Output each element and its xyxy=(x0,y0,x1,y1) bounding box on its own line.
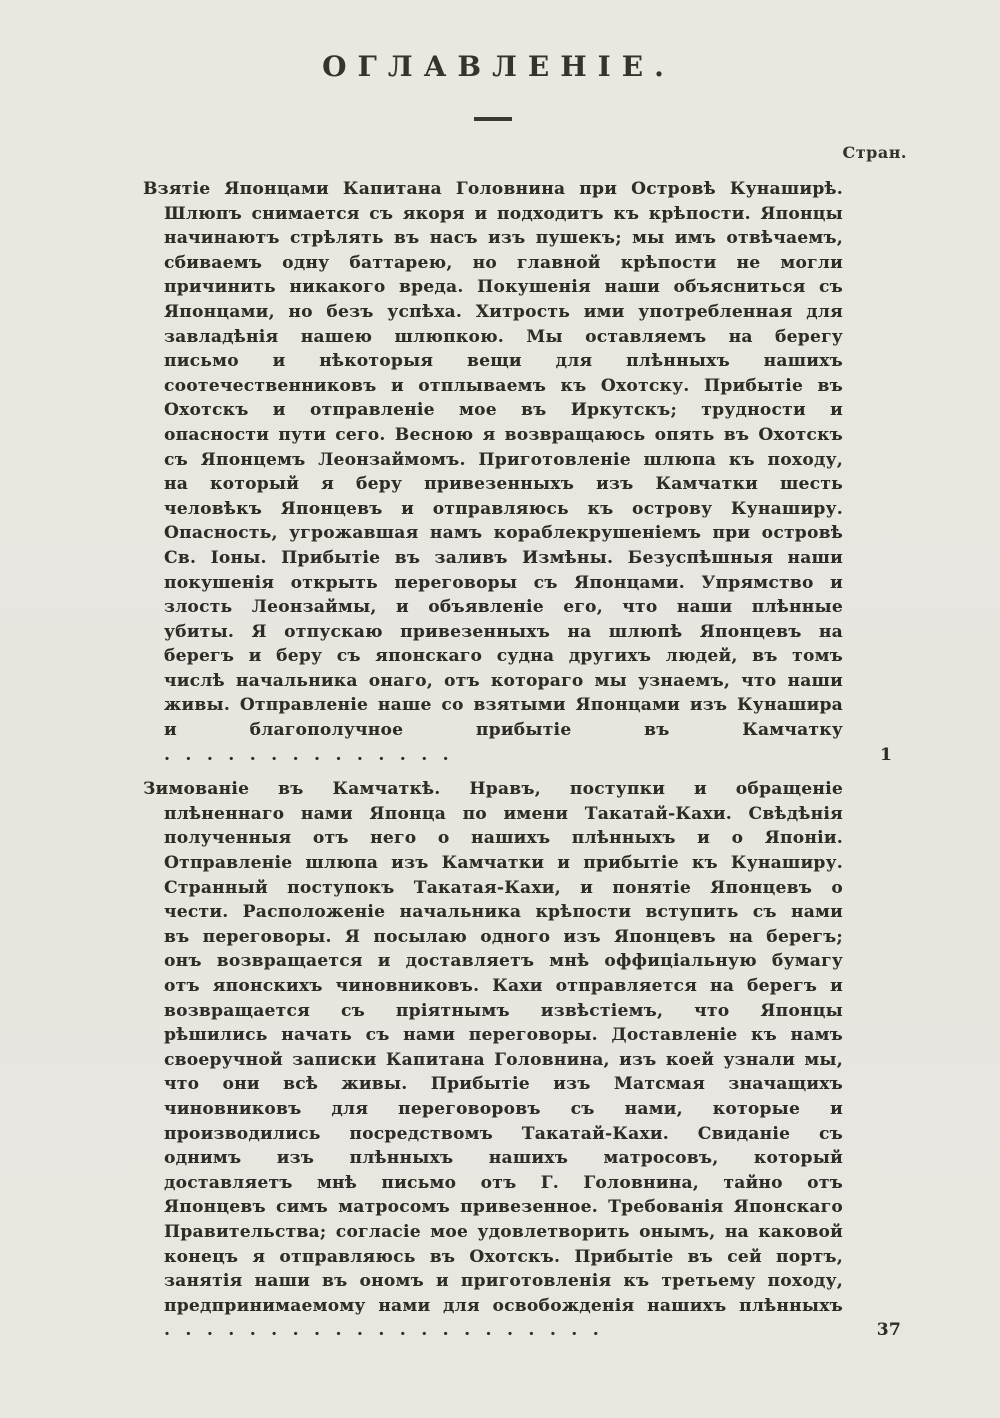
toc-entry-text xyxy=(143,777,901,1343)
toc-entry-body: Зимованіе въ Камчаткѣ. Нравъ, поступки и обращеніе плѣненнаго нами Японца по имени Такатай-Кахи. Свѣдѣнія полученныя отъ него о нашихъ плѣнныхъ и о Японіи. Отправленіе шлюпа изъ Камчатки и прибытіе къ Кунаширу. Странный поступокъ Такатая-Кахи, и понятіе Японцевъ о чести. Расположеніе начальника крѣпости вступить съ нами въ переговоры. Я посылаю одного изъ Японцевъ на берегъ; онъ возвращается и доставляетъ мнѣ оффиціальную бумагу отъ японскихъ чиновниковъ. Кахи отправляется на берегъ и возвращается съ пріятнымъ извѣстіемъ, что Японцы рѣшились начать съ нами переговоры. Доставленіе къ намъ своеручной записки Капитана Головнина, изъ коей узнали мы, что они всѣ живы. Прибытіе изъ Матсмая значащихъ чиновниковъ для переговоровъ съ нами, которые и производились посредствомъ Такатай-Кахи. Свиданіе съ однимъ изъ плѣнныхъ нашихъ матросовъ, который доставляетъ мнѣ письмо отъ Г. Головнина, тайно отъ Японцевъ симъ матросомъ привезенное. Требованія Японскаго Правительства; согласіе мое удовлетворить онымъ, на каковой конецъ я отправляюсь въ Охотскъ. Прибытіе въ сей портъ, занятія наши въ ономъ и приготовленія къ третьему походу, предпринимаемому нами для освобожденія нашихъ плѣнныхъ xyxy=(143,779,843,1316)
toc-entry-body: Взятіе Японцами Капитана Головнина при Островѣ Кунаширѣ. Шлюпъ снимается съ якоря и подходитъ къ крѣпости. Японцы начинаютъ стрѣлять въ насъ изъ пушекъ; мы имъ отвѣчаемъ, сбиваемъ одну баттарею, но главной крѣпости не могли причинить никакого вреда. Покушенія наши объясниться съ Японцами, но безъ успѣха. Хитрость ими употребленная для завладѣнія нашею шлюпкою. Мы оставляемъ на берегу письмо и нѣкоторыя вещи для плѣнныхъ нашихъ соотечественниковъ и отплываемъ къ Охотску. Прибытіе въ Охотскъ и отправленіе мое въ Иркутскъ; трудности и опасности пути сего. Весною я возвращаюсь опять въ Охотскъ съ Японцемъ Леонзаймомъ. Приготовленіе шлюпа къ походу, на который я беру привезенныхъ изъ Камчатки шесть человѣкъ Японцевъ и отправляюсь къ острову Кунаширу. Опасность, угрожавшая намъ кораблекрушеніемъ при островѣ Св. Іоны. Прибытіе въ заливъ Измѣны. Безуспѣшныя наши покушенія открыть переговоры съ Японцами. Упрямство и злость Леонзаймы, и объявленіе его, что наши плѣнные убиты. Я отпускаю привезенныхъ на шлюпѣ Японцевъ на берегъ и беру съ японскаго судна другихъ людей, въ томъ числѣ начальника онаго, отъ котораго мы узнаемъ, что наши живы. Отправленіе наше со взятыми Японцами изъ Кунашира и благополучное прибытіе въ Камчатку xyxy=(143,179,843,741)
toc-entry-text: Взятіе Японцами Капитана Головнина при Островѣ Кунаширѣ. Шлюпъ снимается съ якоря и подходитъ къ крѣпости. Японцы начинаютъ стрѣлять въ насъ изъ пушекъ; мы имъ отвѣчаемъ, сбиваемъ одну баттарею, но главной крѣпости не могли причинить никакого вреда. Покушенія наши объясниться съ Японцами, но безъ успѣха. Хитрость ими употребленная для завладѣнія нашею шлюпкою. Мы оставляемъ на берегу письмо и нѣкоторыя вещи для плѣнныхъ нашихъ соотечественниковъ и отплываемъ къ Охотску. Прибытіе въ Охотскъ и отправленіе мое въ Иркутскъ; трудности и опасности пути сего. Весною я возвращаюсь опять въ Охотскъ съ Японцемъ Леонзаймомъ. Приготовленіе шлюпа къ походу, на который я беру привезенныхъ изъ Камчатки шесть человѣкъ Японцевъ и отправляюсь къ острову Кунаширу. Опасность, угрожавшая намъ кораблекрушеніемъ при островѣ Св. Іоны. Прибытіе въ заливъ Измѣны. Безуспѣшныя наши покушенія открыть переговоры съ Японцами. Упрямство и злость Леонзаймы, и объявленіе его, что наши плѣнные убиты. Я отпускаю привезенныхъ на шлюпѣ Японцевъ на берегъ и беру съ японскаго судна другихъ людей, въ томъ числѣ начальника онаго, отъ котораго мы узнаемъ, что наши живы. Отправленіе наше со взятыми Японцами изъ Кунашира и благополучное прибытіе въ Камчатку . . . . . . . . . . . . . . 1 xyxy=(143,179,893,765)
page-title: ОГЛАВЛЕНІЕ. xyxy=(322,50,675,83)
page-column-header: Стран. xyxy=(842,143,907,162)
toc-entry xyxy=(143,177,893,767)
page-content xyxy=(143,0,907,1343)
dot-leader: . . . . . . . . . . . . . . xyxy=(164,744,449,765)
dot-leader: . . . . . . . . . . . . . . . . . . . . . xyxy=(164,1320,599,1341)
title-divider xyxy=(474,117,512,121)
toc-entry xyxy=(143,777,901,1343)
page-number: 37 xyxy=(876,1320,901,1341)
